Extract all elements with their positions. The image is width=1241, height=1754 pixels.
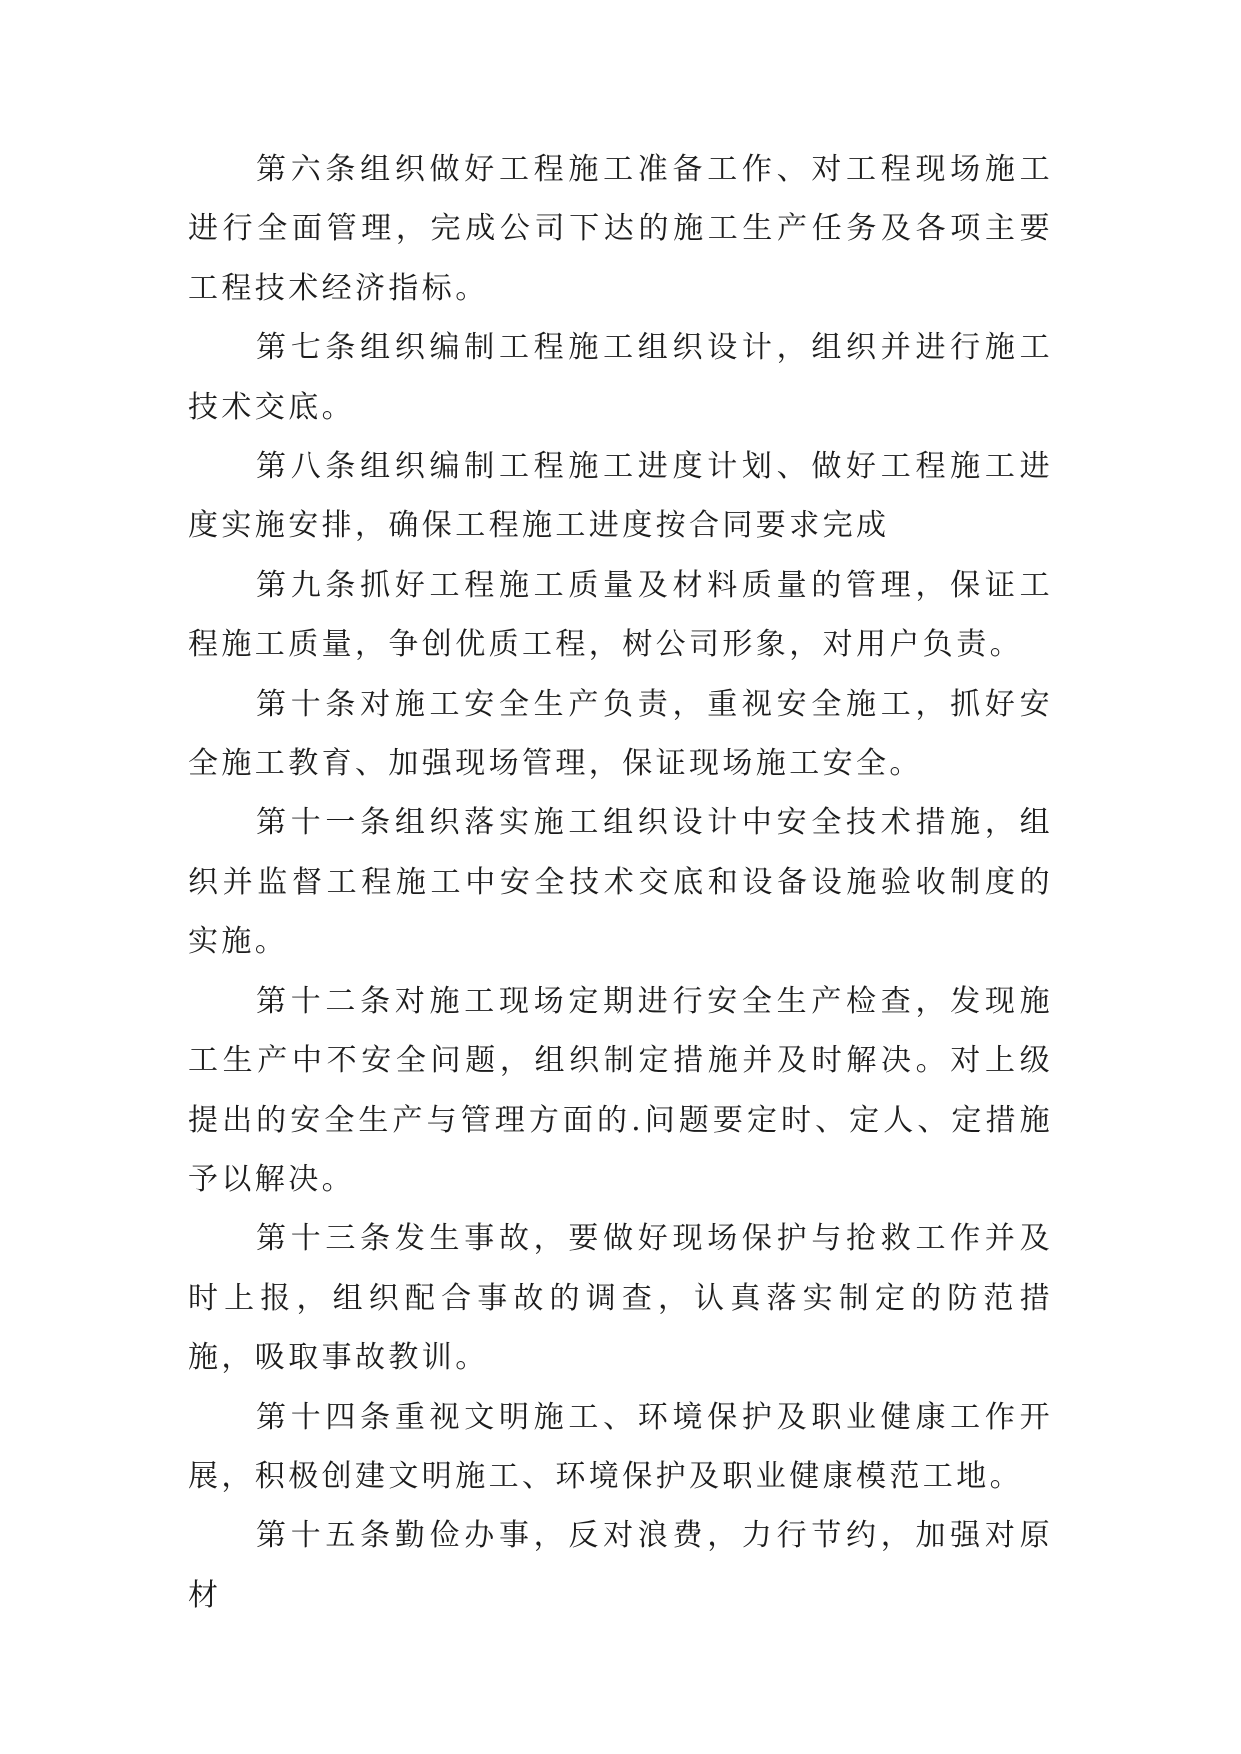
article-11-paragraph: 第十一条组织落实施工组织设计中安全技术措施，组织并监督工程施工中安全技术交底和设备设施验收制度的实施。 [188, 805, 1053, 960]
document-page [188, 140, 1053, 1625]
article-10-paragraph: 第十条对施工安全生产负责，重视安全施工，抓好安全施工教育、加强现场管理，保证现场施工安全。 [188, 686, 1053, 782]
article-14-paragraph: 第十四条重视文明施工、环境保护及职业健康工作开展，积极创建文明施工、环境保护及职业健康模范工地。 [188, 1399, 1053, 1494]
article-7-paragraph: 第七条组织编制工程施工组织设计，组织并进行施工技术交底。 [188, 330, 1053, 425]
article-13-paragraph: 第十三条发生事故，要做好现场保护与抢救工作并及时上报，组织配合事故的调查，认真落实制定的防范措施，吸取事故教训。 [188, 1221, 1053, 1376]
article-12-paragraph: 第十二条对施工现场定期进行安全生产检查，发现施工生产中不安全问题，组织制定措施并及时解决。对上级提出的安全生产与管理方面的.问题要定时、定人、定措施予以解决。 [188, 983, 1053, 1197]
article-15-paragraph: 第十五条勤俭办事，反对浪费，力行节约，加强对原材 [188, 1518, 1053, 1613]
article-6-paragraph: 第六条组织做好工程施工准备工作、对工程现场施工进行全面管理，完成公司下达的施工生产任务及各项主要工程技术经济指标。 [188, 152, 1053, 306]
article-8-paragraph: 第八条组织编制工程施工进度计划、做好工程施工进度实施安排，确保工程施工进度按合同要求完成 [188, 449, 1053, 544]
article-9-paragraph: 第九条抓好工程施工质量及材料质量的管理，保证工程施工质量，争创优质工程，树公司形象，对用户负责。 [188, 567, 1053, 663]
